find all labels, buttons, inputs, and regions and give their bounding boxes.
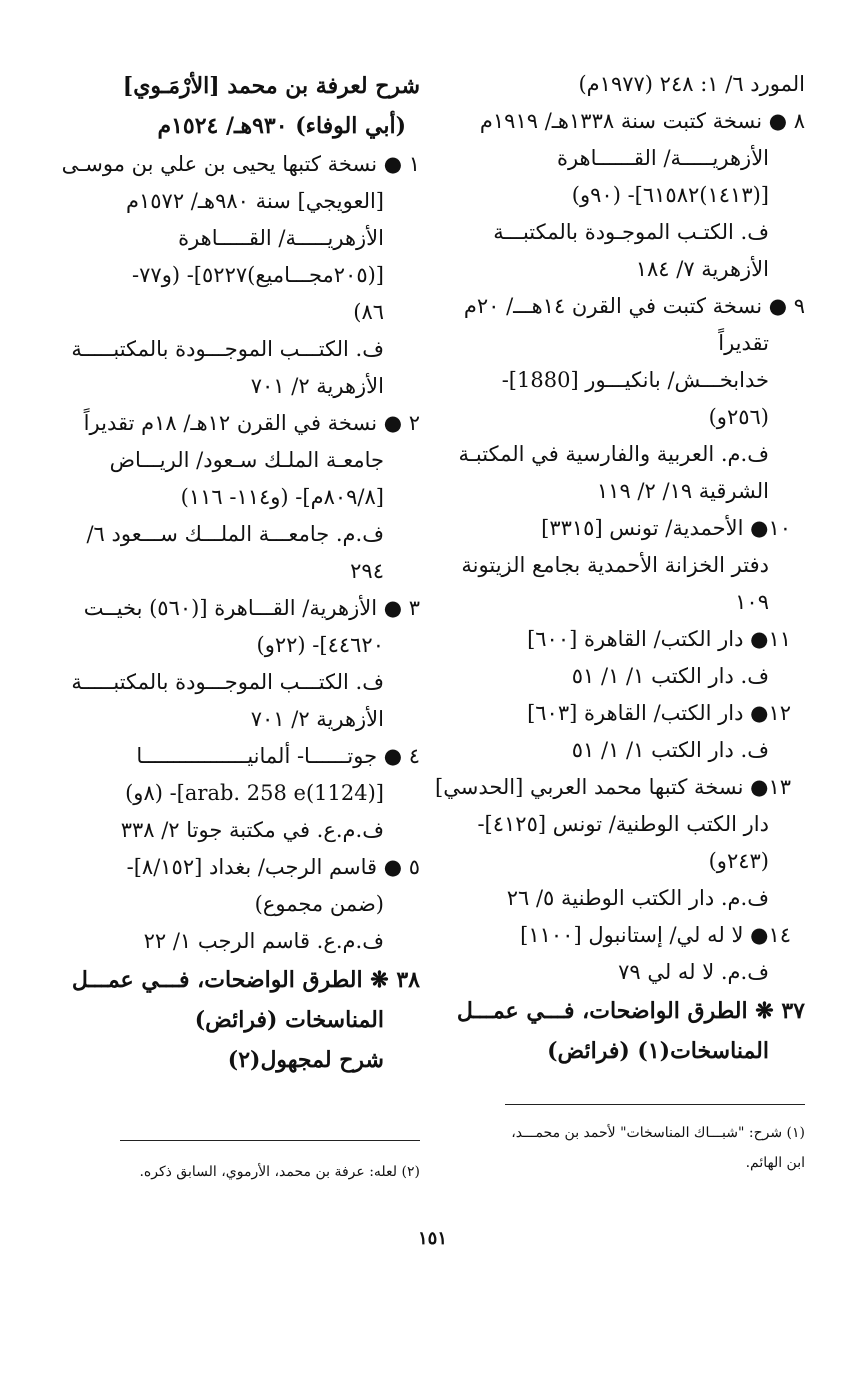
section-heading: شرح لعرفة بن محمد [الأرْمَـوي] [122, 73, 420, 99]
text-line: الأزهريـــــة/ القـــــاهرة [178, 226, 384, 250]
text-line: ف. الكتـــب الموجـــودة بالمكتبـــــة [71, 337, 384, 361]
footnote-divider [120, 1140, 420, 1141]
text-line: ف. دار الكتب ١/ ١/ ٥١ [571, 664, 769, 688]
text-line: ف.م. جامعـــة الملـــك ســـعود ٦/ [86, 522, 384, 546]
text-line: جامعـة الملـك سـعود/ الريـــاض [109, 448, 384, 472]
text-line: [العويجي] سنة ٩٨٠هـ/ ١٥٧٢م [125, 189, 384, 213]
text-line: ف.م. دار الكتب الوطنية ٥/ ٢٦ [506, 886, 769, 910]
text-line: المورد ٦/ ١: ٢٤٨ (١٩٧٧م) [578, 72, 805, 96]
text-line: الأزهريـــــة/ القــــــاهرة [556, 146, 769, 170]
entry-line: ١٢● دار الكتب/ القاهرة [٦٠٣] [527, 701, 791, 725]
entry-line: ٨ ● نسخة كتبت سنة ١٣٣٨هـ/ ١٩١٩م [479, 109, 805, 133]
entry-line: ٣ ● الأزهرية/ القـــاهرة [(٥٦٠) بخيــت [83, 596, 420, 620]
footnote-line: ابن الهائم. [745, 1155, 805, 1171]
text-line: ف.م.ع. في مكتبة جوتا ٢/ ٣٣٨ [120, 818, 384, 842]
text-line: ١٠٩ [735, 590, 769, 614]
text-line: [(١٤١٣)٦١٥٨٢]- (٩٠و) [571, 183, 769, 207]
text-line: ف. الكتـــب الموجـــودة بالمكتبـــــة [71, 670, 384, 694]
section-heading: المناسخات(١) (فرائض) [547, 1038, 769, 1064]
entry-line: ٥ ● قاسم الرجب/ بغداد [٨/١٥٢]- [126, 855, 420, 879]
footnote-line: (١) شرح: "شبـــاك المناسخات" لأحمد بن محمـــد، [511, 1125, 805, 1141]
text-line: ف. دار الكتب ١/ ١/ ٥١ [571, 738, 769, 762]
text-line: ٨٦) [353, 300, 384, 324]
text-line: الشرقية ١٩/ ٢/ ١١٩ [596, 479, 769, 503]
text-line: ف. الكتـب الموجـودة بالمكتبـــة [493, 220, 769, 244]
section-heading: ٣٨ ❋ الطرق الواضحات، فـــي عمـــل [71, 967, 420, 993]
text-line: ٤٤٦٢٠]- (٢٢و) [256, 633, 384, 657]
section-heading: شرح لمجهول(٢) [227, 1047, 384, 1073]
section-heading: ٣٧ ❋ الطرق الواضحات، فـــي عمـــل [456, 998, 805, 1024]
text-line: ف.م.ع. قاسم الرجب ١/ ٢٢ [143, 929, 384, 953]
text-line: الأزهرية ٢/ ٧٠١ [250, 374, 384, 398]
text-line: (ضمن مجموع) [254, 892, 384, 916]
text-line: [(٢٠٥مجـــاميع)٥٢٢٧]- (و٧٧- [132, 263, 384, 287]
entry-line: ٢ ● نسخة في القرن ١٢هـ/ ١٨م تقديراً [83, 411, 420, 435]
footnote-left [80, 1157, 420, 1187]
entry-line: ١٤● لا له لي/ إستانبول [١١٠٠] [520, 923, 791, 947]
right-column-lines [435, 66, 805, 1071]
text-line: الأزهرية ٢/ ٧٠١ [250, 707, 384, 731]
text-line: الأزهرية ٧/ ١٨٤ [635, 257, 769, 281]
footnote-line: (٢) لعله: عرفة بن محمد، الأرموي، السابق ذكره. [139, 1164, 420, 1180]
text-line: دفتر الخزانة الأحمدية بجامع الزيتونة [461, 553, 769, 577]
text-line: [(1124)arab. 258 e]- (٨و) [125, 781, 384, 805]
text-line: (٢٤٣و) [708, 849, 769, 873]
page-number: ١٥١ [417, 1228, 447, 1249]
entry-line: ١٠● الأحمدية/ تونس [٣٣١٥] [541, 516, 791, 540]
text-line: ف.م. العربية والفارسية في المكتبـة [458, 442, 769, 466]
entry-line: ١١● دار الكتب/ القاهرة [٦٠٠] [527, 627, 791, 651]
entry-line: ١ ● نسخة كتبها يحيى بن علي بن موسـى [61, 152, 420, 176]
entry-line: ١٣● نسخة كتبها محمد العربي [الحدسي] [435, 775, 791, 799]
text-line: خدابخـــش/ بانكيـــور [1880]- [501, 368, 769, 392]
right-column [435, 66, 805, 1071]
text-line: تقديراً [718, 331, 769, 355]
left-column-lines [61, 66, 420, 1080]
section-heading: (أبي الوفاء) ٩٣٠هـ/ ١٥٢٤م [157, 113, 406, 139]
text-line: [٨٠٩/٨م]- (و١١٤- ١١٦) [180, 485, 384, 509]
footnote-right [475, 1118, 805, 1178]
footnote-divider [505, 1104, 805, 1105]
entry-line: ٤ ● جوتــــــا- ألمانيـــــــــــــــــا [136, 744, 420, 768]
text-line: (٢٥٦و) [708, 405, 769, 429]
left-column [61, 66, 420, 1080]
text-line: ٢٩٤ [350, 559, 384, 583]
text-line: ف.م. لا له لي ٧٩ [618, 960, 769, 984]
entry-line: ٩ ● نسخة كتبت في القرن ١٤هـــ/ ٢٠م [463, 294, 805, 318]
section-heading: المناسخات (فرائض) [194, 1007, 384, 1033]
text-line: دار الكتب الوطنية/ تونس [٤١٢٥]- [477, 812, 769, 836]
